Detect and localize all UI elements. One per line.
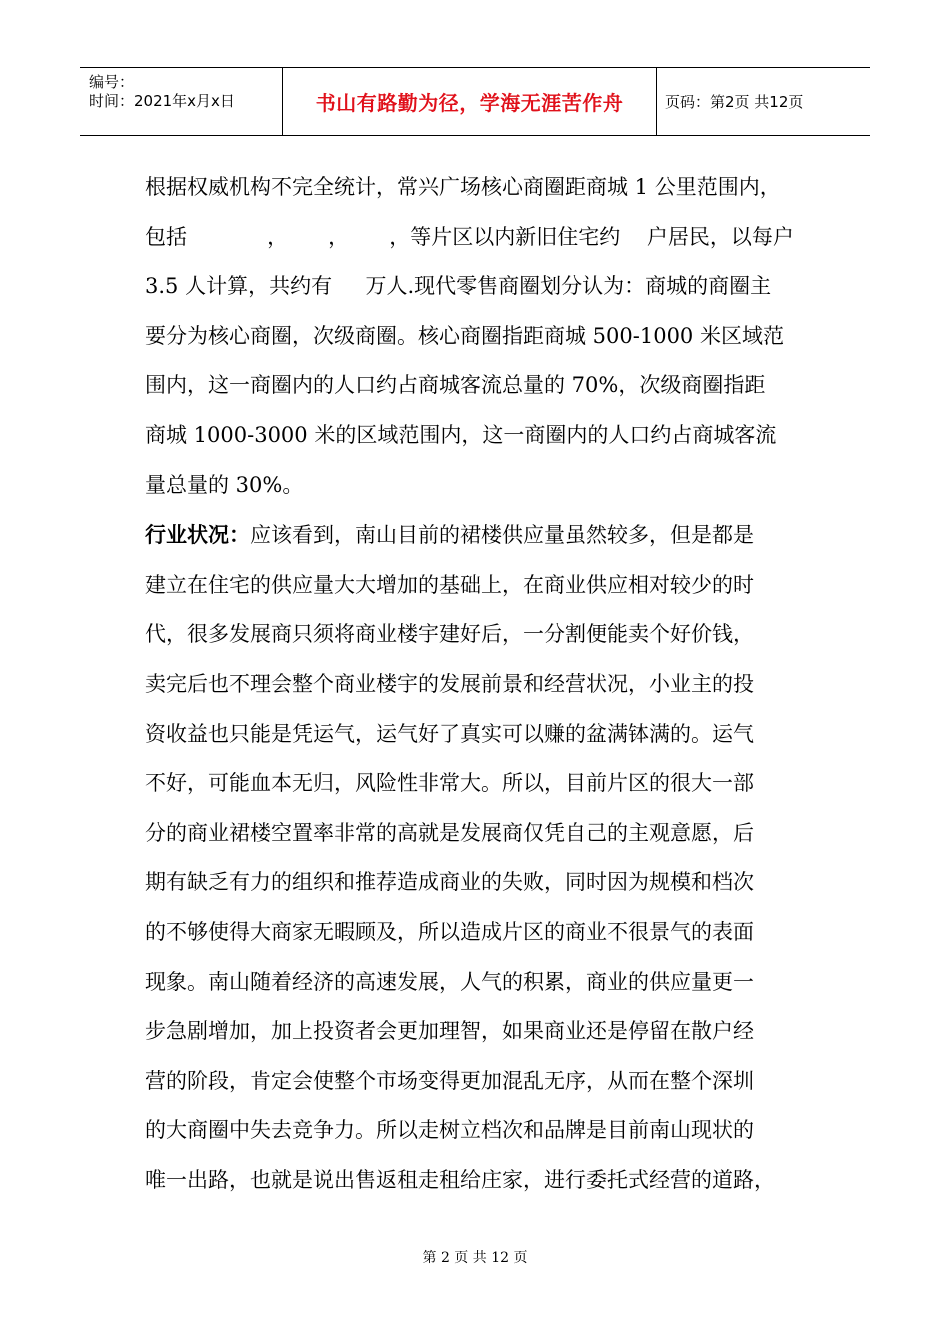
section-line: 营的阶段，肯定会使整个市场变得更加混乱无序，从而在整个深圳 [145, 1068, 754, 1093]
body-line: 3.5 人计算，共约有 万人.现代零售商圈划分认为：商城的商圈主 [145, 274, 772, 299]
section-heading: 行业状况： [145, 522, 250, 548]
section-line: 分的商业裙楼空置率非常的高就是发展商仅凭自己的主观意愿，后 [145, 820, 754, 845]
section-line: 期有缺乏有力的组织和推荐造成商业的失败，同时因为规模和档次 [145, 870, 754, 895]
body-line: 要分为核心商圈，次级商圈。核心商圈指距商城 500-1000 米区域范 [145, 323, 784, 348]
section-line: 资收益也只能是凭运气，运气好了真实可以赚的盆满钵满的。运气 [145, 721, 754, 746]
section-line: 的大商圈中失去竞争力。所以走树立档次和品牌是目前南山现状的 [145, 1118, 754, 1143]
section-line: 卖完后也不理会整个商业楼宇的发展前景和经营状况，小业主的投 [145, 671, 754, 696]
header-page-info: 页码：第2页 共12页 [665, 93, 804, 111]
number-label: 编号： [89, 73, 135, 91]
section-line: 现象。南山随着经济的高速发展，人气的积累，商业的供应量更一 [145, 969, 754, 994]
header-motto: 书山有路勤为径，学海无涯苦作舟 [283, 68, 657, 135]
page-header [80, 67, 870, 136]
document-body [145, 163, 815, 1205]
section-first-line [145, 510, 815, 561]
time-label: 时间：2021年x月x日 [89, 92, 235, 110]
section-line: 的不够使得大商家无暇顾及，所以造成片区的商业不很景气的表面 [145, 919, 754, 944]
section-line: 唯一出路，也就是说出售返租走租给庄家，进行委托式经营的道路， [145, 1167, 775, 1192]
section-first-text: 应该看到，南山目前的裙楼供应量虽然较多，但是都是 [250, 523, 754, 548]
section-line: 建立在住宅的供应量大大增加的基础上，在商业供应相对较少的时 [145, 572, 754, 597]
section-line: 不好，可能血本无归，风险性非常大。所以，目前片区的很大一部 [145, 771, 754, 796]
page-footer: 第 2 页 共 12 页 [422, 1250, 528, 1266]
body-line: 根据权威机构不完全统计，常兴广场核心商圈距商城 1 公里范围内， [145, 175, 781, 199]
section-line: 代，很多发展商只须将商业楼宇建好后，一分割便能卖个好价钱， [145, 622, 754, 647]
body-line: 包括 ， ， ，等片区以内新旧住宅约 户居民，以每户 [145, 224, 794, 249]
body-line: 商城 1000-3000 米的区域范围内，这一商圈内的人口约占商城客流 [145, 422, 777, 447]
body-line: 围内，这一商圈内的人口约占商城客流总量的 70%，次级商圈指距 [145, 373, 766, 398]
header-meta [80, 68, 283, 135]
body-line: 量总量的 30%。 [145, 472, 304, 497]
section-line: 步急剧增加，加上投资者会更加理智，如果商业还是停留在散户经 [145, 1019, 754, 1044]
